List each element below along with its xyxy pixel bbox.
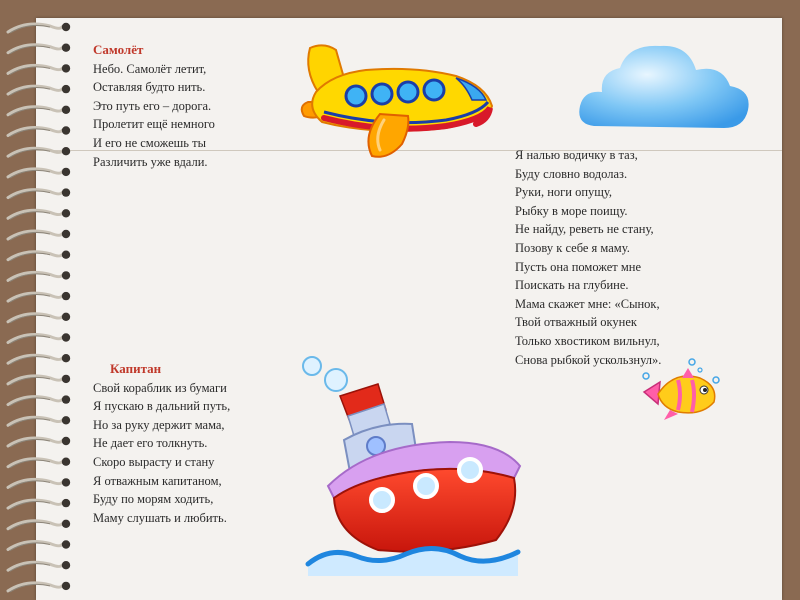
binding-hole	[62, 106, 70, 114]
poem-line: Пусть она поможет мне	[515, 259, 642, 274]
poem-line: Мама скажет мне: «Сынок,	[515, 296, 660, 311]
cloud-icon	[576, 38, 752, 134]
binding-hole	[62, 520, 70, 528]
poem-title-airplane: Самолёт	[93, 42, 144, 57]
binding-hole	[62, 561, 70, 569]
binding-hole	[62, 313, 70, 321]
poem-water	[515, 146, 661, 369]
binding-hole	[62, 354, 70, 362]
poem-line: И его не сможешь ты	[93, 135, 206, 150]
poem-line: Это путь его – дорога.	[93, 98, 212, 113]
poem-line: Свой кораблик из бумаги	[93, 380, 227, 395]
poem-line: Только хвостиком вильнул,	[515, 333, 660, 348]
binding-hole	[62, 44, 70, 52]
poem-captain	[93, 360, 230, 527]
poem-line: Я отважным капитаном,	[93, 473, 222, 488]
binding-hole	[62, 582, 70, 590]
poem-line: Я пускаю в дальний путь,	[93, 399, 231, 414]
binding-hole	[62, 23, 70, 31]
poem-line: Твой отважный окунек	[515, 315, 637, 330]
poem-line: Рыбку в море поищу.	[515, 203, 628, 218]
poem-line: Буду словно водолаз.	[515, 166, 628, 181]
poem-line: Маму слушать и любить.	[93, 510, 227, 525]
poem-line: Не найду, реветь не стану,	[515, 222, 654, 237]
airplane-icon	[296, 40, 496, 160]
binding-hole	[62, 416, 70, 424]
poem-line: Я налью водичку в таз,	[515, 148, 638, 162]
binding-hole	[62, 499, 70, 507]
ship-icon	[300, 350, 526, 576]
poem-line: Позову к себе я маму.	[515, 240, 630, 255]
binding-hole	[62, 85, 70, 93]
spiral-binding-icon	[0, 0, 90, 600]
binding-hole	[62, 395, 70, 403]
binding-hole	[62, 540, 70, 548]
poem-title-captain: Капитан	[110, 361, 162, 376]
poem-line: Руки, ноги опущу,	[515, 185, 613, 200]
poem-line: Снова рыбкой ускользнул».	[515, 352, 662, 367]
binding-hole	[62, 147, 70, 155]
poem-line: Небо. Самолёт летит,	[93, 61, 207, 76]
binding-hole	[62, 292, 70, 300]
binding-hole	[62, 437, 70, 445]
poem-line: Пролетит ещё немного	[93, 117, 215, 132]
binding-hole	[62, 230, 70, 238]
binding-hole	[62, 271, 70, 279]
poem-line: Оставляя будто нить.	[93, 80, 206, 95]
binding-hole	[62, 251, 70, 259]
poem-line: Но за руку держит мама,	[93, 417, 225, 432]
binding-hole	[62, 478, 70, 486]
binding-hole	[62, 188, 70, 196]
poem-line: Поискать на глубине.	[515, 278, 629, 293]
binding-hole	[62, 168, 70, 176]
binding-hole	[62, 64, 70, 72]
poem-line: Буду по морям ходить,	[93, 492, 214, 507]
binding-hole	[62, 375, 70, 383]
poem-line: Не дает его толкнуть.	[93, 436, 208, 451]
fish-icon	[638, 356, 728, 426]
poem-line: Скоро вырасту и стану	[93, 454, 215, 469]
poem-line: Различить уже вдали.	[93, 154, 208, 169]
binding-hole	[62, 126, 70, 134]
poem-airplane	[93, 41, 215, 171]
binding-hole	[62, 458, 70, 466]
binding-hole	[62, 209, 70, 217]
binding-hole	[62, 333, 70, 341]
